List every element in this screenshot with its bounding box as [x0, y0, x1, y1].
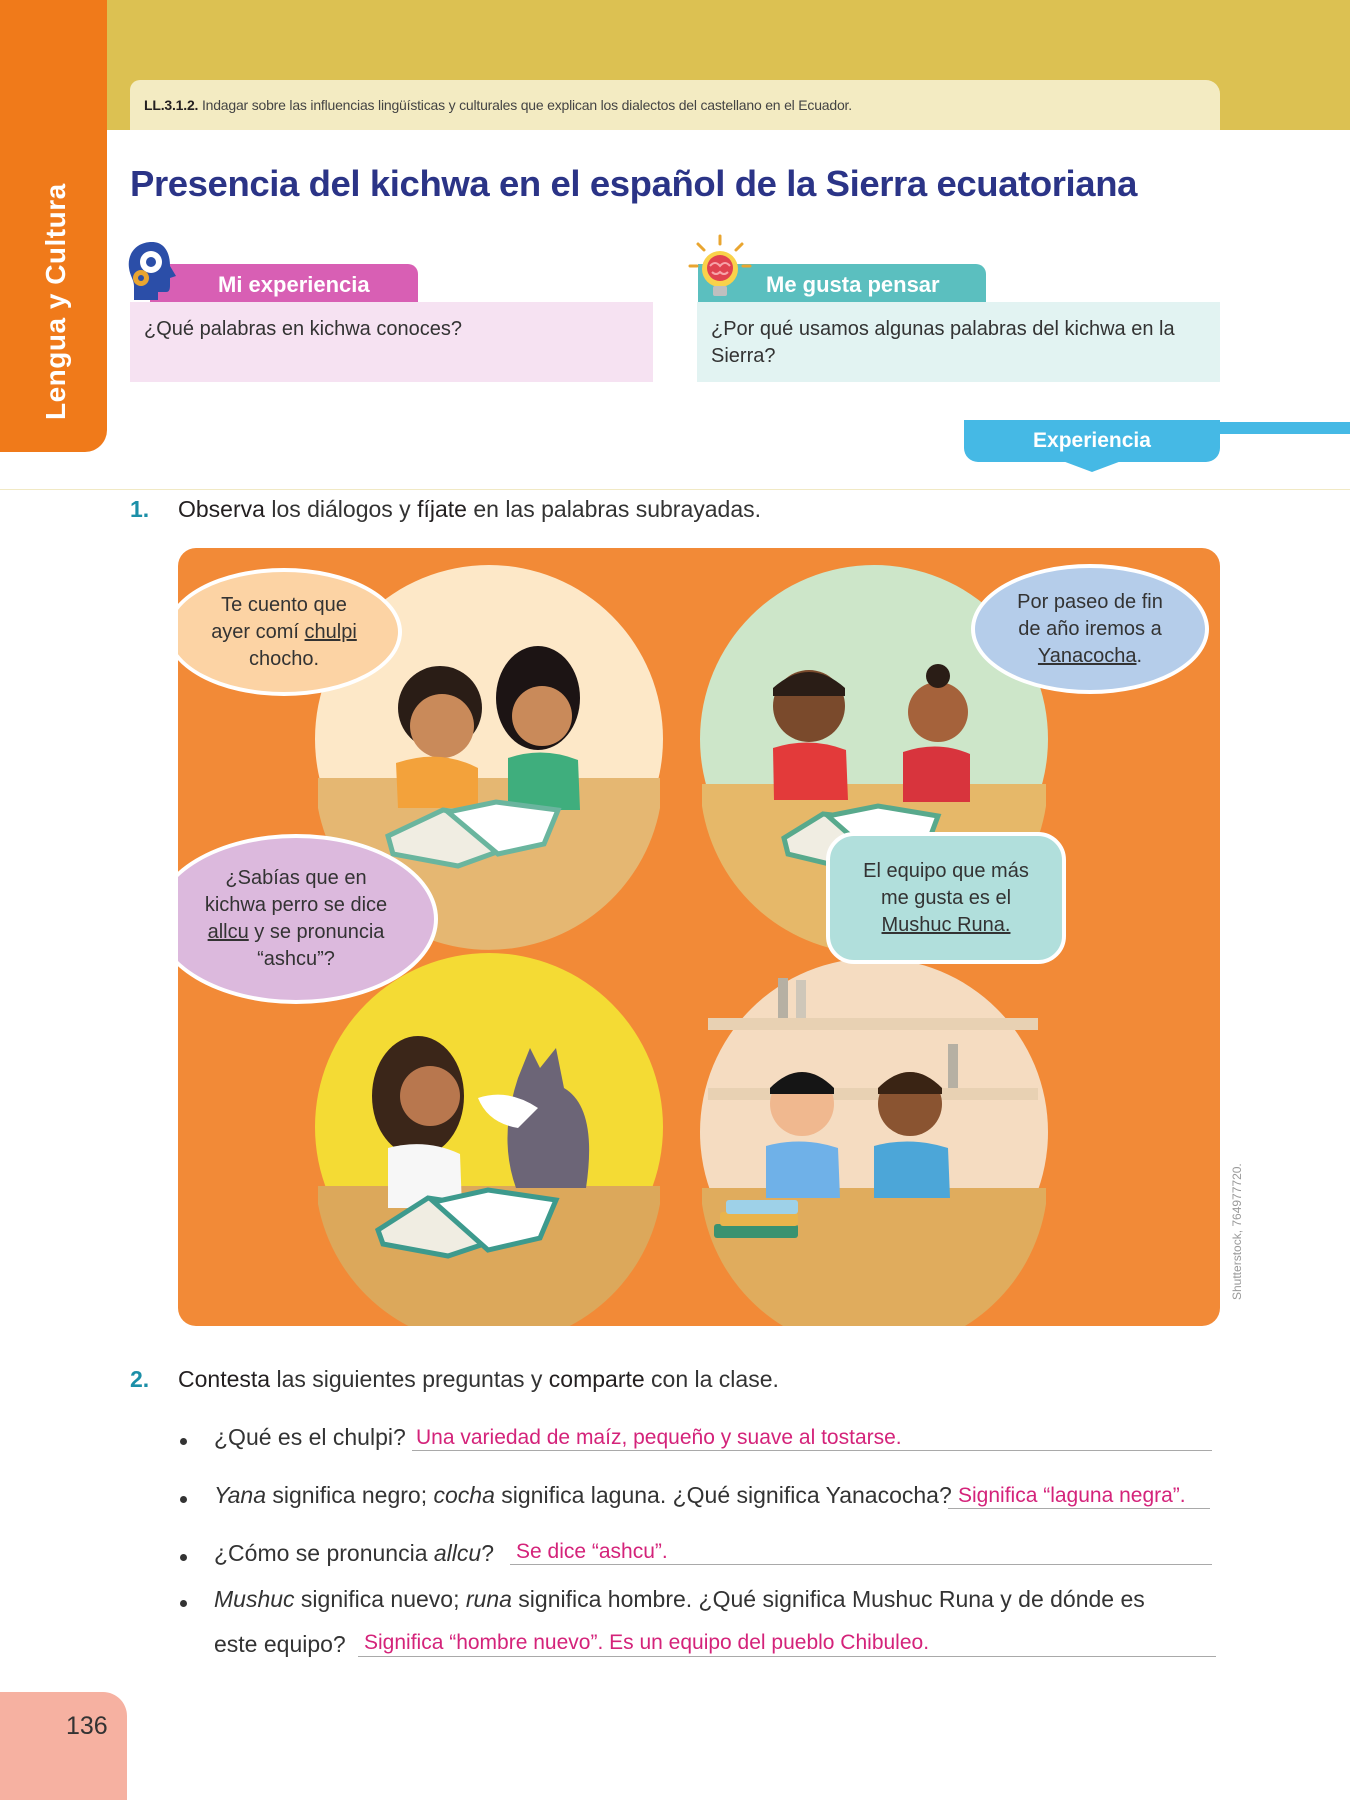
skill-code: LL.3.1.2.: [144, 97, 199, 113]
exercise-2-verb-contesta: Contesta: [178, 1366, 271, 1392]
answer-allcu: Se dice “ashcu”.: [516, 1540, 668, 1563]
mi-experiencia-tab: [150, 264, 418, 302]
question-allcu: ¿Cómo se pronuncia allcu?: [214, 1540, 494, 1566]
bullet: [180, 1496, 187, 1503]
bullet: [180, 1438, 187, 1445]
skill-description: Indagar sobre las influencias lingüísticas y culturales que explican los dialectos del castellano en el Ecuador.: [201, 97, 852, 113]
me-gusta-pensar-question: ¿Por qué usamos algunas palabras del kichwa en la Sierra?: [697, 302, 1220, 382]
section-label: Lengua y Cultura: [40, 183, 71, 420]
bullet: [180, 1600, 187, 1607]
kichwa-word-yanacocha: Yanacocha: [1037, 644, 1137, 667]
mi-experiencia-label: Mi experiencia: [218, 272, 370, 297]
skill-bar: [130, 80, 1220, 130]
exercise-1-verb-observa: Observa: [178, 496, 265, 522]
banner-tail: [1218, 422, 1350, 434]
experiencia-banner: Experiencia: [964, 420, 1220, 462]
me-gusta-pensar-label: Me gusta pensar: [766, 272, 940, 297]
speech-bubble-yanacocha: Por paseo de fin de año iremos a Yanacocha.: [971, 564, 1209, 694]
answer-line: [412, 1450, 1212, 1451]
dialogue-illustration: [178, 548, 1220, 1326]
exercise-1-number: 1.: [130, 496, 150, 522]
lightbulb-brain-icon: [688, 234, 752, 306]
kichwa-word-allcu: allcu: [207, 921, 249, 943]
scene-3-girl-and-dog: [315, 953, 663, 1326]
bullet: [180, 1554, 187, 1561]
head-gears-icon: [124, 240, 180, 296]
page-title: Presencia del kichwa en el español de la Sierra ecuatoriana: [130, 163, 1137, 204]
answer-line: [948, 1508, 1210, 1509]
question-yanacocha: Yana significa negro; cocha significa laguna. ¿Qué significa Yanacocha?: [214, 1482, 952, 1508]
question-mushuc-runa: Mushuc significa nuevo; runa significa hombre. ¿Qué significa Mushuc Runa y de dónde es: [214, 1586, 1145, 1612]
exercise-2-verb-comparte: comparte: [548, 1366, 645, 1392]
banner-notch: [1060, 460, 1124, 472]
image-credit: Shutterstock, 764977720.: [1230, 1163, 1244, 1300]
answer-line: [510, 1564, 1212, 1565]
answer-chulpi: Una variedad de maíz, pequeño y suave al tostarse.: [416, 1426, 902, 1449]
speech-bubble-chulpi: Te cuento que ayer comí chulpi chocho.: [178, 568, 402, 696]
mi-experiencia-question: ¿Qué palabras en kichwa conoces?: [130, 302, 653, 382]
answer-mushuc-runa: Significa “hombre nuevo”. Es un equipo del pueblo Chibuleo.: [364, 1631, 930, 1654]
kichwa-word-mushuc-runa: Mushuc Runa.: [881, 913, 1011, 936]
section-divider: [0, 489, 1350, 490]
kichwa-word-chulpi: chulpi: [304, 620, 357, 643]
scene-4-boys-reading: [700, 958, 1048, 1326]
page-number: 136: [66, 1712, 108, 1740]
page-corner: [0, 1692, 127, 1800]
answer-yanacocha: Significa “laguna negra”.: [958, 1484, 1186, 1507]
answer-line: [358, 1656, 1216, 1657]
question-chulpi: ¿Qué es el chulpi?: [214, 1424, 406, 1450]
speech-bubble-allcu: ¿Sabías que en kichwa perro se dice allcu y se pronuncia “ashcu”?: [178, 834, 438, 1004]
exercise-1-instruction: Observa los diálogos y fíjate en las palabras subrayadas.: [178, 496, 762, 522]
question-mushuc-runa-line2: este equipo?: [214, 1631, 346, 1657]
exercise-2-instruction: Contesta las siguientes preguntas y comparte con la clase.: [178, 1366, 779, 1392]
skill-statement: [144, 97, 852, 113]
exercise-1-verb-fijate: fíjate: [417, 496, 467, 522]
speech-bubble-mushuc-runa: El equipo que más me gusta es el Mushuc Runa.: [826, 832, 1066, 964]
exercise-2-number: 2.: [130, 1366, 150, 1392]
section-side-tab: [0, 0, 107, 452]
